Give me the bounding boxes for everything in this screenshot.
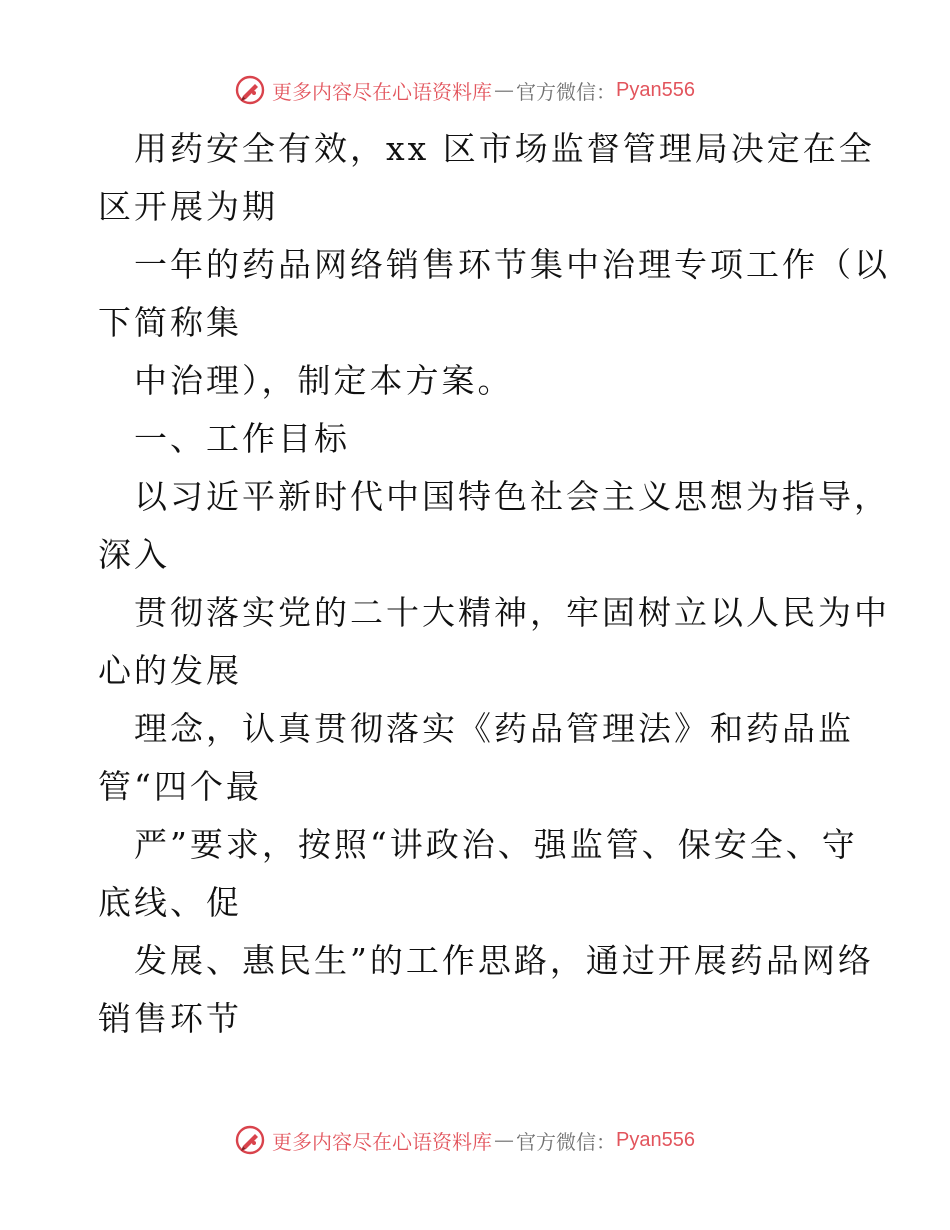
text-line: 贯彻落实党的二十大精神，牢固树立以人民为中	[134, 593, 890, 632]
document-body	[98, 120, 890, 1048]
section-heading: 一、工作目标	[134, 419, 350, 458]
watermark-wechat-id: Pyan556	[616, 78, 695, 101]
watermark-wechat-id: Pyan556	[616, 1128, 695, 1151]
watermark-brand-text: 更多内容尽在心语资料库	[272, 79, 492, 104]
header-watermark	[234, 72, 695, 108]
pen-logo-icon	[234, 74, 266, 106]
watermark-official-label: 官方微信：	[516, 79, 616, 104]
text-line: 以习近平新时代中国特色社会主义思想为指导，	[134, 477, 890, 516]
watermark-dash: —	[494, 78, 514, 102]
text-line: 一年的药品网络销售环节集中治理专项工作（以	[134, 245, 890, 284]
text-line: 发展、惠民生”的工作思路，通过开展药品网络	[134, 941, 874, 980]
text-line: 中治理），制定本方案。	[134, 361, 514, 400]
footer-watermark	[234, 1122, 695, 1158]
text-line: 心的发展	[98, 651, 242, 690]
watermark-brand-text: 更多内容尽在心语资料库	[272, 1129, 492, 1154]
pen-logo-icon	[234, 1124, 266, 1156]
text-line: 用药安全有效，xx 区市场监督管理局决定在全	[134, 129, 875, 168]
text-line: 区开展为期	[98, 187, 278, 226]
watermark-official-label: 官方微信：	[516, 1129, 616, 1154]
text-line: 严”要求，按照“讲政治、强监管、保安全、守	[134, 825, 858, 864]
text-line: 深入	[98, 535, 170, 574]
watermark-dash: —	[494, 1128, 514, 1152]
text-line: 理念，认真贯彻落实《药品管理法》和药品监	[134, 709, 854, 748]
text-line: 底线、促	[98, 883, 242, 922]
text-line: 管“四个最	[98, 767, 262, 806]
text-line: 销售环节	[98, 999, 242, 1038]
text-line: 下简称集	[98, 303, 242, 342]
